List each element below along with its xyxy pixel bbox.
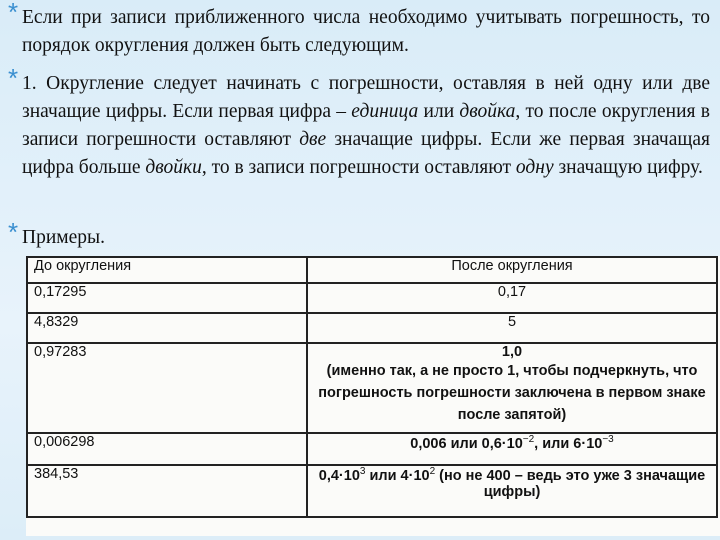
- cell-after-exponent: 3: [359, 466, 366, 477]
- examples-heading: Примеры.: [22, 227, 105, 248]
- cell-after: 5: [307, 313, 717, 343]
- cell-after-part: 0,006 или 0,6·10: [410, 435, 523, 452]
- rule-italic-1: единица: [351, 101, 419, 122]
- cell-after-exponent: −3: [602, 434, 614, 445]
- cell-before: 4,8329: [27, 313, 307, 343]
- table-header-row: [27, 257, 717, 283]
- table-row: [27, 313, 717, 343]
- cell-after-part: или 4·10: [365, 467, 430, 484]
- cell-before: 384,53: [27, 465, 307, 517]
- rule-text-4: значащие цифры. Если же первая значащая цифра больше: [22, 129, 710, 178]
- bullet-star-icon: *: [8, 63, 19, 93]
- rule-italic-3: две: [299, 129, 327, 150]
- cell-after-part: 0,4·10: [318, 467, 360, 484]
- rule-italic-4: двойки: [145, 157, 202, 178]
- rule-text-6: значащую цифру.: [553, 157, 703, 178]
- bullet-star-icon: *: [8, 0, 19, 27]
- cell-after-part: (но не 400 – ведь это уже 3 значащие цифры): [435, 467, 706, 500]
- cell-after: 0,17: [307, 283, 717, 313]
- cell-after-value: 1,0: [501, 344, 523, 360]
- paragraph-rule-1: [8, 63, 711, 182]
- table-row: [27, 343, 717, 433]
- rule-text-1: 1. Округление следует начинать с погрешности, оставляя в ней одну или две значащие цифры. Если первая цифра –: [22, 73, 710, 122]
- cell-after-exponent: 2: [429, 466, 436, 477]
- bullet-star-icon: *: [8, 217, 19, 247]
- rule-text-3: , то после округления в записи погрешности оставляют: [22, 101, 711, 150]
- paragraph-rule-1-text: [8, 70, 710, 182]
- header-before: До округления: [27, 257, 307, 283]
- table-row: [27, 465, 717, 517]
- cell-before: 0,006298: [27, 433, 307, 465]
- rounding-table-image: [26, 256, 720, 536]
- cell-before: 0,17295: [27, 283, 307, 313]
- rule-text-2: или: [418, 101, 460, 122]
- cell-after: [307, 465, 717, 517]
- cell-after: [307, 433, 717, 465]
- rounding-table: [26, 256, 718, 518]
- cell-before: 0,97283: [27, 343, 307, 433]
- paragraph-examples: [8, 217, 710, 252]
- cell-after-note: (именно так, а не просто 1, чтобы подчеркнуть, что погрешность погрешности заключена в первом знаке после запятой): [318, 363, 706, 423]
- paragraph-intro-text: Если при записи приближенного числа необходимо учитывать погрешность, то порядок округления должен быть следующим.: [22, 7, 710, 56]
- table-row: [27, 433, 717, 465]
- paragraph-intro: [8, 0, 710, 60]
- cell-after-part: , или 6·10: [534, 435, 603, 452]
- cell-after: [307, 343, 717, 433]
- cell-after-exponent: −2: [522, 434, 535, 445]
- header-after: После округления: [307, 257, 717, 283]
- rule-text-5: , то в записи погрешности оставляют: [201, 157, 516, 178]
- table-row: [27, 283, 717, 313]
- rule-italic-5: одну: [515, 157, 554, 178]
- rule-italic-2: двойка: [459, 101, 516, 122]
